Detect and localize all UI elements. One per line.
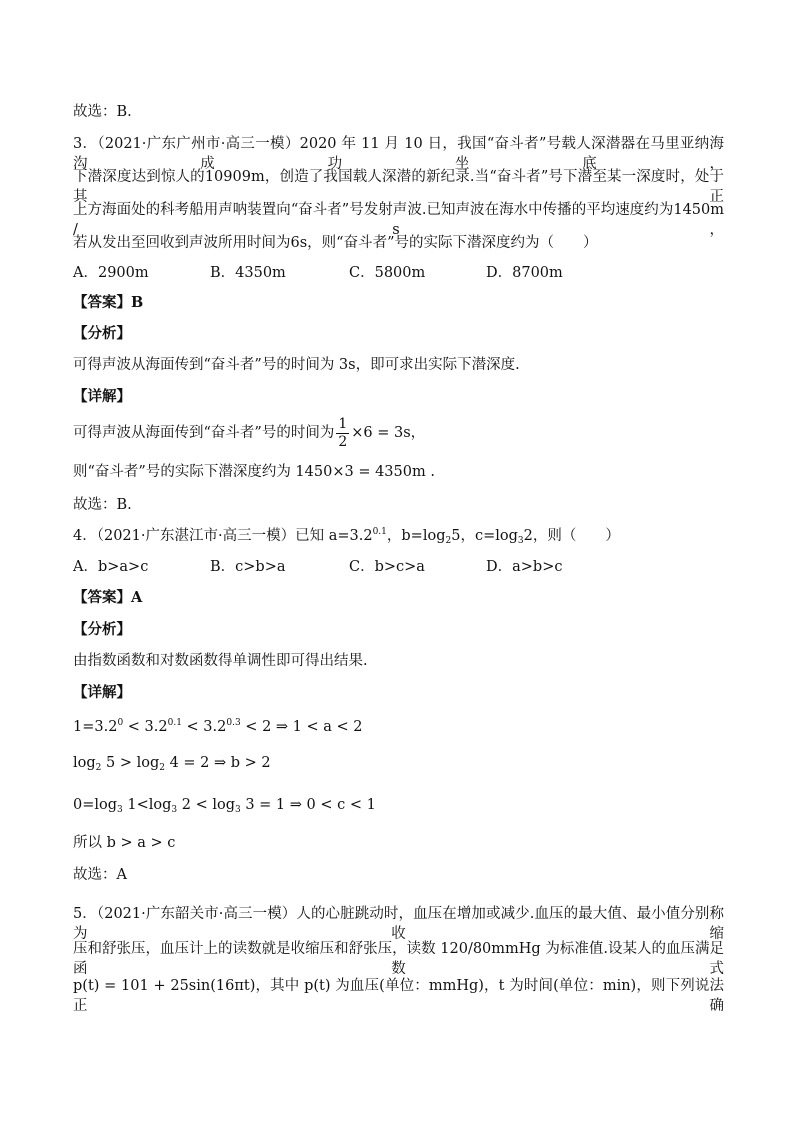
q3-choice-line: 故选：B. <box>73 497 132 513</box>
q4-m2-sub: 2 <box>95 763 102 773</box>
q4-b-definition <box>387 528 475 544</box>
q3-detail-1-suffix: ×6 = 3s， <box>351 425 426 441</box>
q3-detail-line-2: 则“奋斗者”号的实际下潜深度约为 1450×3 = 4350m . <box>73 464 435 480</box>
q4-conclusion: 所以 b > a > c <box>73 835 176 851</box>
q5-stem-line-1: 5．（2021·广东韶关市·高三一模）人的心脏跳动时，血压在增加或减少.血压的最大值、最小值分别称为收缩 <box>73 906 724 942</box>
q3-fraction-denominator: 2 <box>338 433 348 450</box>
q3-fraction <box>336 416 349 451</box>
q3-options <box>73 263 724 283</box>
q4-m3-part: 2 < log <box>177 797 235 813</box>
q4-m3-part: 0=log <box>73 797 118 813</box>
q4-analysis-heading: 【分析】 <box>73 621 131 638</box>
q3-stem-line-3: 上方海面处的科考船用声呐装置向“奋斗者”号发射声波.已知声波在海水中传播的平均速度约为1450m / s， <box>73 202 724 238</box>
q4-option-d: D．a>b>c <box>486 559 563 575</box>
q4-m3-sub: 3 <box>235 805 241 815</box>
q5-stem-line-2: 压和舒张压，血压计上的读数就是收缩压和舒张压，读数 120/80mmHg 为标准值.设某人的血压满足函数式 <box>73 941 724 977</box>
q4-m2-sub: 2 <box>159 763 165 773</box>
q4-a-base: a=3.2 <box>328 528 373 544</box>
q4-m3-part: 1<log <box>122 797 172 813</box>
q3-analysis-heading: 【分析】 <box>73 325 131 342</box>
q4-c-log: c=log <box>474 528 518 544</box>
q3-fraction-numerator: 1 <box>338 415 348 432</box>
q5-stem-line-3: p(t) = 101 + 25sin(16πt)，其中 p(t) 为血压(单位：mmHg)，t 为时间(单位：min)，则下列说法正确 <box>73 978 724 1014</box>
q4-option-b: B．c>b>a <box>210 559 286 575</box>
q4-option-a: A．b>a>c <box>73 559 149 575</box>
q4-c-log-base: 3 <box>517 536 524 546</box>
q3-detail-heading: 【详解】 <box>73 388 131 405</box>
q3-option-c: C．5800m <box>349 265 426 281</box>
q4-a-definition <box>329 528 387 544</box>
q4-b-log-base: 2 <box>445 536 452 546</box>
q4-a-exponent: 0.1 <box>372 527 387 537</box>
q3-stem-line-4: 若从发出至回收到声波所用时间为6s，则“奋斗者”号的实际下潜深度约为（ ） <box>73 235 598 251</box>
q4-m1-part: < 3.2 <box>123 719 168 735</box>
q4-detail-heading: 【详解】 <box>73 684 131 701</box>
q3-detail-1-prefix: 可得声波从海面传到“奋斗者”号的时间为 <box>73 425 335 441</box>
q4-m1-part: < 3.2 <box>181 719 227 735</box>
q4-choice-line: 故选：A <box>73 867 127 883</box>
q4-math-line-2 <box>73 753 724 773</box>
q3-detail-line-1 <box>73 414 724 452</box>
q4-m3-part: 3 = 1 ⇒ 0 < c < 1 <box>240 797 376 813</box>
q4-m2-part: 4 = 2 ⇒ b > 2 <box>164 755 271 771</box>
q4-m1-exp: 0.1 <box>167 718 182 728</box>
q2-choice-line: 故选：B. <box>73 104 132 120</box>
q3-option-d: D．8700m <box>486 265 563 281</box>
q4-c-argument: 2，则（ ） <box>523 528 620 544</box>
q4-stem-line <box>73 526 724 546</box>
q4-b-log: ，b=log <box>386 528 446 544</box>
q4-options <box>73 557 724 577</box>
q4-stem-prefix: 4．（2021·广东湛江市·高三一模）已知 <box>73 528 329 544</box>
q4-m1-part: < 2 ⇒ 1 < a < 2 <box>240 719 363 735</box>
q3-answer: 【答案】B <box>73 294 144 311</box>
q4-m1-exp: 0.3 <box>226 718 241 728</box>
q4-answer: 【答案】A <box>73 589 143 606</box>
q4-m2-part: log <box>73 755 96 771</box>
q3-analysis-text: 可得声波从海面传到“奋斗者”号的时间为 3s，即可求出实际下潜深度. <box>73 357 520 373</box>
q4-math-line-3 <box>73 795 724 815</box>
q4-analysis-text: 由指数函数和对数函数得单调性即可得出结果. <box>73 653 368 669</box>
q3-stem-line-1: 3．（2021·广东广州市·高三一模）2020 年 11 月 10 日，我国“奋斗者”号载人深潜器在马里亚纳海沟成功坐底， <box>73 136 724 172</box>
q4-math-line-1 <box>73 717 724 737</box>
q4-m3-sub: 3 <box>171 805 178 815</box>
q4-option-c: C．b>c>a <box>349 559 425 575</box>
q3-option-a: A．2900m <box>73 265 149 281</box>
q3-stem-line-2: 下潜深度达到惊人的10909m，创造了我国载人深潜的新纪录.当“奋斗者”号下潜至某一深度时，处于其正 <box>73 169 724 205</box>
q3-option-b: B．4350m <box>210 265 286 281</box>
q4-m1-exp: 0 <box>117 718 124 728</box>
q4-m1-part: 1=3.2 <box>73 719 118 735</box>
q4-m3-sub: 3 <box>117 805 123 815</box>
q4-b-argument: 5， <box>451 528 475 544</box>
q4-m2-part: 5 > log <box>101 755 160 771</box>
q4-c-definition <box>475 528 620 544</box>
